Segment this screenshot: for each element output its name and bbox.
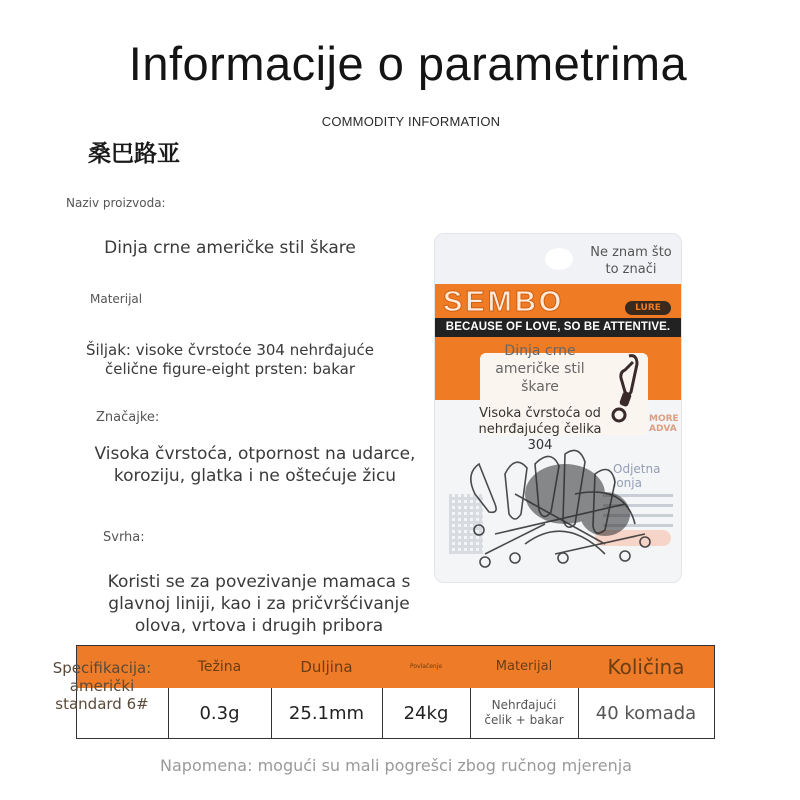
features-label: Značajke:	[96, 410, 160, 425]
package-unknown-text: Ne znam što to znači	[590, 245, 672, 277]
value-quantity: 40 komada	[595, 702, 697, 724]
hang-hole	[545, 248, 573, 270]
purpose-label: Svrha:	[103, 530, 145, 545]
product-name-label: Naziv proizvoda:	[66, 196, 166, 210]
package-side-text: MORE ADVA	[649, 414, 679, 434]
odjetna-line-2: lonja	[613, 476, 642, 490]
header-material: Materijal	[495, 659, 553, 674]
material-value: Šiljak: visoke čvrstoće 304 nehrđajuće čelične figure-eight prsten: bakar	[86, 341, 374, 378]
package-slogan: BECAUSE OF LOVE, SO BE ATTENTIVE.	[435, 318, 681, 337]
value-material: Nehrđajući čelik + bakar	[484, 698, 564, 727]
header-weight: Težina	[197, 659, 242, 675]
sembo-logo: SEMBO	[443, 286, 565, 318]
odjetna-line-1: Odjetna	[613, 462, 661, 476]
swivel-pile-icon	[455, 434, 665, 574]
swivel-snap-icon	[607, 352, 647, 432]
purpose-value: Koristi se za povezivanje mamaca s glavnoj liniji, kao i za pričvršćivanje olova, vrtova i drugih pribora	[107, 572, 411, 636]
header-quantity: Količina	[607, 655, 685, 679]
spec-row-label: Specifikacija: američki standard 6#	[52, 659, 152, 713]
features-value: Visoka čvrstoća, otpornost na udarce, koroziju, glatka i ne oštećuje žicu	[94, 444, 416, 486]
package-card-desc: Visoka čvrstoća od nehrđajućeg čelika 304	[478, 406, 602, 453]
package-card-title: Dinja crne američke stil škare	[495, 343, 585, 395]
col-divider	[470, 688, 471, 738]
page-subtitle: COMMODITY INFORMATION	[321, 114, 501, 129]
value-weight: 0.3g	[199, 702, 240, 724]
footer-note: Napomena: mogući su mali pogrešci zbog ručnog mjerenja	[160, 756, 632, 775]
material-label: Materijal	[90, 292, 143, 306]
page-title: Informacije o parametrima	[128, 37, 688, 90]
product-image	[434, 233, 682, 583]
brand-name: 桑巴路亚	[88, 141, 180, 167]
value-length: 25.1mm	[288, 702, 365, 724]
value-pull: 24kg	[403, 702, 449, 724]
product-name-value: Dinja crne američke stil škare	[104, 238, 356, 258]
header-pull: Povlačenje	[409, 663, 443, 670]
header-length: Duljina	[300, 658, 353, 676]
lure-badge: LURE	[625, 301, 671, 315]
